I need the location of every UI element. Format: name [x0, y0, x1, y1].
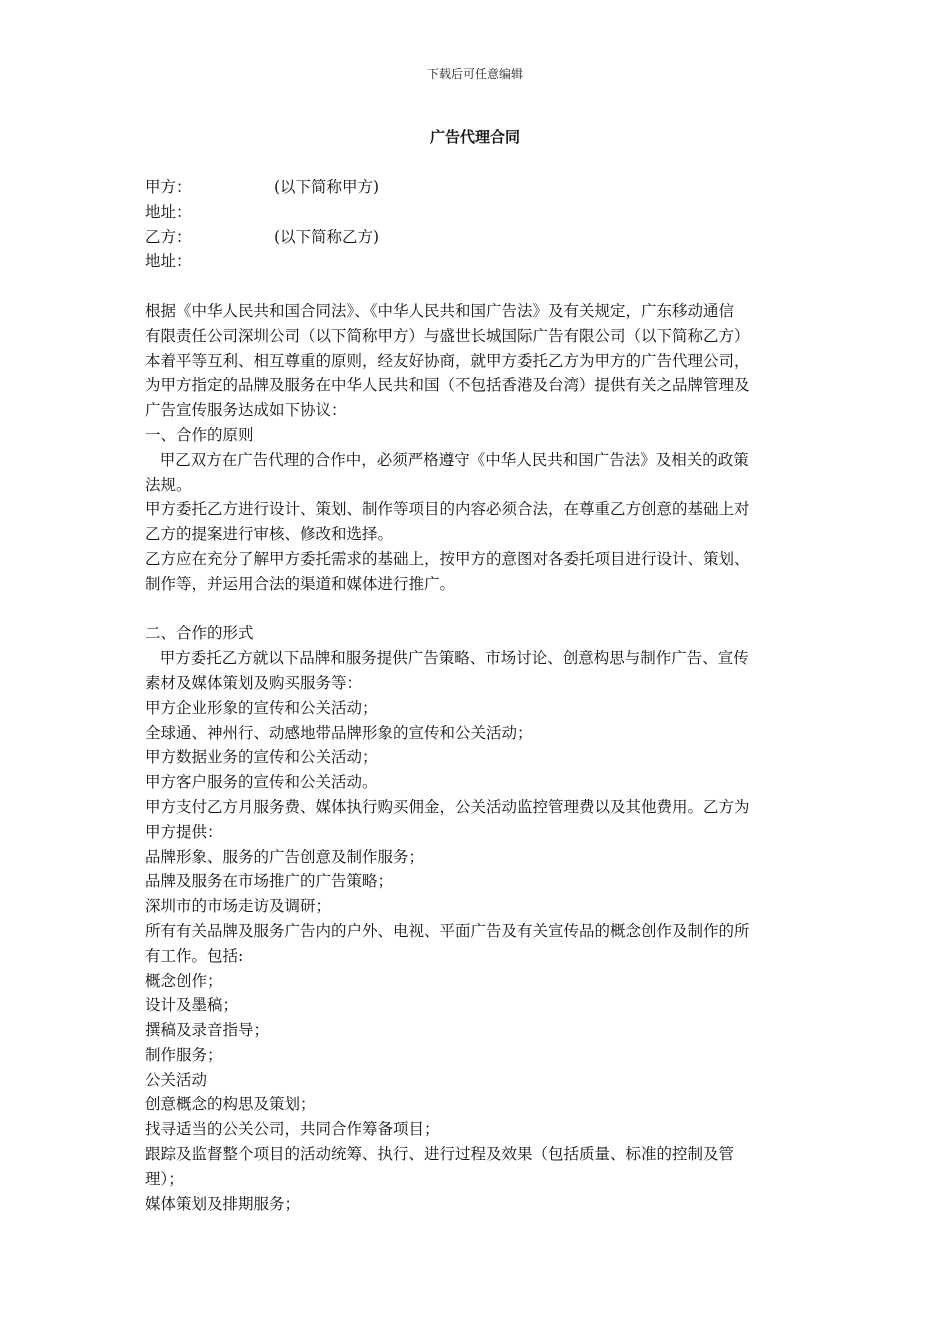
text-line: 全球通、神州行、动感地带品牌形象的宣传和公关活动； [145, 723, 533, 742]
party-a-address-label: 地址： [145, 202, 192, 221]
document-title: 广告代理合同 [429, 128, 520, 146]
text-line: 甲方支付乙方月服务费、媒体执行购买佣金，公关活动监控管理费以及其他费用。乙方为 [145, 797, 750, 816]
text-line: 素材及媒体策划及购买服务等： [145, 673, 363, 692]
text-line: 撰稿及录音指导； [145, 1021, 270, 1040]
party-b-label: 乙方： [145, 227, 192, 246]
text-line: 甲方客户服务的宣传和公关活动。 [145, 773, 378, 792]
party-b-address-row [145, 249, 810, 274]
text-line: 有限责任公司深圳公司（以下简称甲方）与盛世长城国际广告有限公司（以下简称乙方） [145, 326, 750, 345]
page-header-note: 下载后可任意编辑 [426, 67, 523, 81]
text-line: 概念创作； [145, 971, 223, 990]
text-line: 乙方应在充分了解甲方委托需求的基础上，按甲方的意图对各委托项目进行设计、策划、 [145, 549, 750, 568]
party-b-row [145, 225, 810, 250]
text-line: 法规。 [145, 475, 192, 494]
text-line: 甲方数据业务的宣传和公关活动； [145, 748, 378, 767]
party-a-row [145, 175, 810, 200]
text-line: 广告宣传服务达成如下协议： [145, 401, 347, 420]
text-line: 深圳市的市场走访及调研； [145, 897, 332, 916]
text-line: 甲方提供： [145, 822, 223, 841]
text-line: 甲方委托乙方进行设计、策划、制作等项目的内容必须合法，在尊重乙方创意的基础上对 [145, 500, 750, 519]
party-a-address-row [145, 200, 810, 225]
text-line: 乙方的提案进行审核、修改和选择。 [145, 525, 394, 544]
text-line: 根据《中华人民共和国合同法》、《中华人民共和国广告法》及有关规定，广东移动通信 [145, 301, 735, 320]
text-line: 公关活动 [145, 1070, 208, 1089]
text-line: 制作等，并运用合法的渠道和媒体进行推广。 [145, 574, 456, 593]
party-a-value: (以下简称甲方) [274, 178, 380, 196]
text-line: 找寻适当的公关公司，共同合作筹备项目； [145, 1120, 440, 1139]
text-line: 甲方企业形象的宣传和公关活动； [145, 698, 378, 717]
text-line: 设计及墨稿； [145, 996, 239, 1015]
spacer [145, 274, 810, 299]
text-line: 理）； [145, 1169, 184, 1188]
party-b-value: (以下简称乙方) [274, 227, 380, 246]
text-line: 甲乙双方在广告代理的合作中，必须严格遵守《中华人民共和国广告法》及相关的政策 [145, 450, 749, 469]
text-line: 甲方委托乙方就以下品牌和服务提供广告策略、市场讨论、创意构思与制作广告、宣传 [145, 649, 749, 668]
contract-text [145, 299, 810, 1216]
blank-line [145, 597, 810, 622]
text-line: 为甲方指定的品牌及服务在中华人民共和国（不包括香港及台湾）提供有关之品牌管理及 [145, 376, 750, 395]
text-line: 媒体策划及排期服务； [145, 1194, 301, 1213]
text-line: 本着平等互利、相互尊重的原则，经友好协商，就甲方委托乙方为甲方的广告代理公司， [145, 351, 750, 370]
text-line: 品牌形象、服务的广告创意及制作服务； [145, 847, 425, 866]
text-line: 有工作。包括: [145, 946, 244, 965]
text-line: 品牌及服务在市场推广的广告策略； [145, 872, 394, 891]
text-line: 创意概念的构思及策划； [145, 1095, 316, 1114]
text-line: 二、合作的形式 [145, 624, 254, 643]
text-line: 一、合作的原则 [145, 425, 254, 444]
party-a-label: 甲方： [145, 178, 192, 196]
text-line: 所有有关品牌及服务广告内的户外、电视、平面广告及有关宣传品的概念创作及制作的所 [145, 921, 750, 940]
text-line: 跟踪及监督整个项目的活动统筹、执行、进行过程及效果（包括质量、标准的控制及管 [145, 1145, 735, 1164]
text-line: 制作服务； [145, 1045, 223, 1064]
document-body [145, 175, 810, 1216]
party-b-address-label: 地址： [145, 252, 192, 271]
